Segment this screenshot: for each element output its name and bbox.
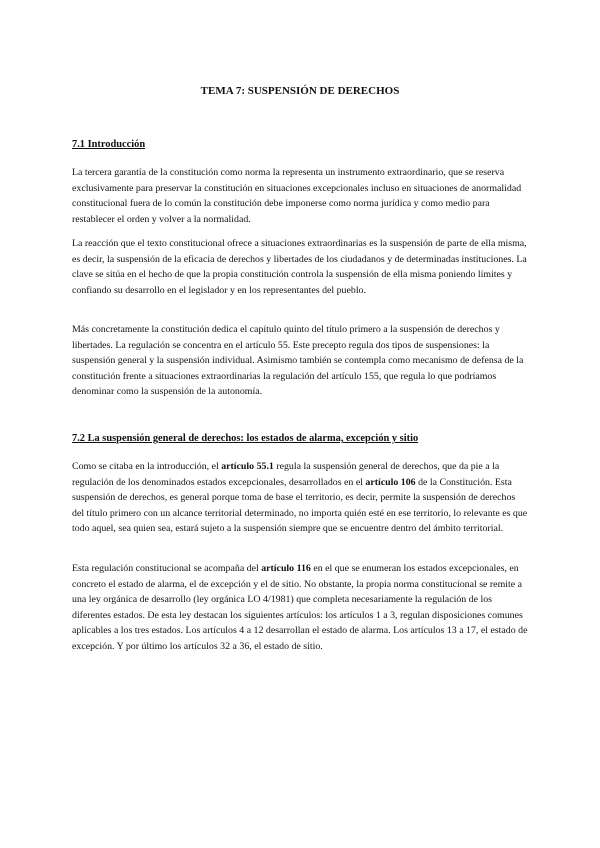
section-heading-general-suspension: 7.2 La suspensión general de derechos: los estados de alarma, excepción y sitio <box>72 433 419 444</box>
section-heading-introduction: 7.1 Introducción <box>72 139 146 150</box>
bold-article-116: artículo 116 <box>261 563 311 574</box>
intro-paragraph-2: La reacción que el texto constitucional ofrece a situaciones extraordinarias es la suspensión de parte de ella misma, es decir, la suspensión de la eficacia de derechos y libertades de los ciudadanos y de determinadas instituciones. La clave se sitúa en el hecho de que la propia constitución controla la suspensión de ella misma poniendo límites y confiando su desarrollo en el legislador y en los representantes del pueblo. <box>72 238 527 296</box>
intro-paragraph-3: Más concretamente la constitución dedica el capítulo quinto del título primero a la suspensión de derechos y libertades. La regulación se concentra en el artículo 55. Este precepto regula dos tipos de suspensiones: la suspensión general y la suspensión individual. Asimismo también se contempla como mecanismo de defensa de la constitución frente a situaciones extraordinarias la regulación del artículo 155, que regula lo que podríamos denominar como la suspensión de la autonomía. <box>72 324 524 398</box>
page-title: TEMA 7: SUSPENSIÓN DE DERECHOS <box>200 85 400 97</box>
bold-article-106: artículo 106 <box>365 476 416 488</box>
general-suspension-paragraph-1: Como se citaba en la introducción, el artículo 55.1 regula la suspensión general de derechos, que da pie a la regulación de los denominados estados excepcionales, desarrollados en el artículo 106 de la Constitución. Esta suspensión de derechos, es general porque toma de base el territorio, es decir, permite la suspensión de derechos del título primero con un alcance territorial determinado, no importa quién esté en ese territorio, lo relevante es que todo aquel, sea quien sea, estará sujeto a la suspensión siempre que se encuentre dentro del ámbito territorial. <box>72 461 528 535</box>
general-suspension-paragraph-2: Esta regulación constitucional se acompaña del artículo 116 en el que se enumeran los estados excepcionales, en concreto el estado de alarma, el de excepción y el de sitio. No obstante, la propia norma constitucional se remite a una ley orgánica de desarrollo (ley orgánica LO 4/1981) que completa necesariamente la regulación de los diferentes estados. De esta ley destacan los siguientes artículos: los artículos 1 a 3, regulan disposiciones comunes aplicables a los tres estados. Los artículos 4 a 12 desarrollan el estado de alarma. Los artículos 13 a 17, el estado de excepción. Y por último los artículos 32 a 36, el estado de sitio. <box>72 563 528 652</box>
bold-article-55-1: artículo 55.1 <box>221 461 274 472</box>
intro-paragraph-1: La tercera garantía de la constitución como norma la representa un instrumento extraordinario, que se reserva exclusivamente para preservar la constitución en situaciones excepcionales incluso en situaciones de anormalidad constitucional fuera de lo común la constitución debe imponerse como norma jurídica y como medio para restablecer el orden y volver a la normalidad. <box>72 167 522 225</box>
